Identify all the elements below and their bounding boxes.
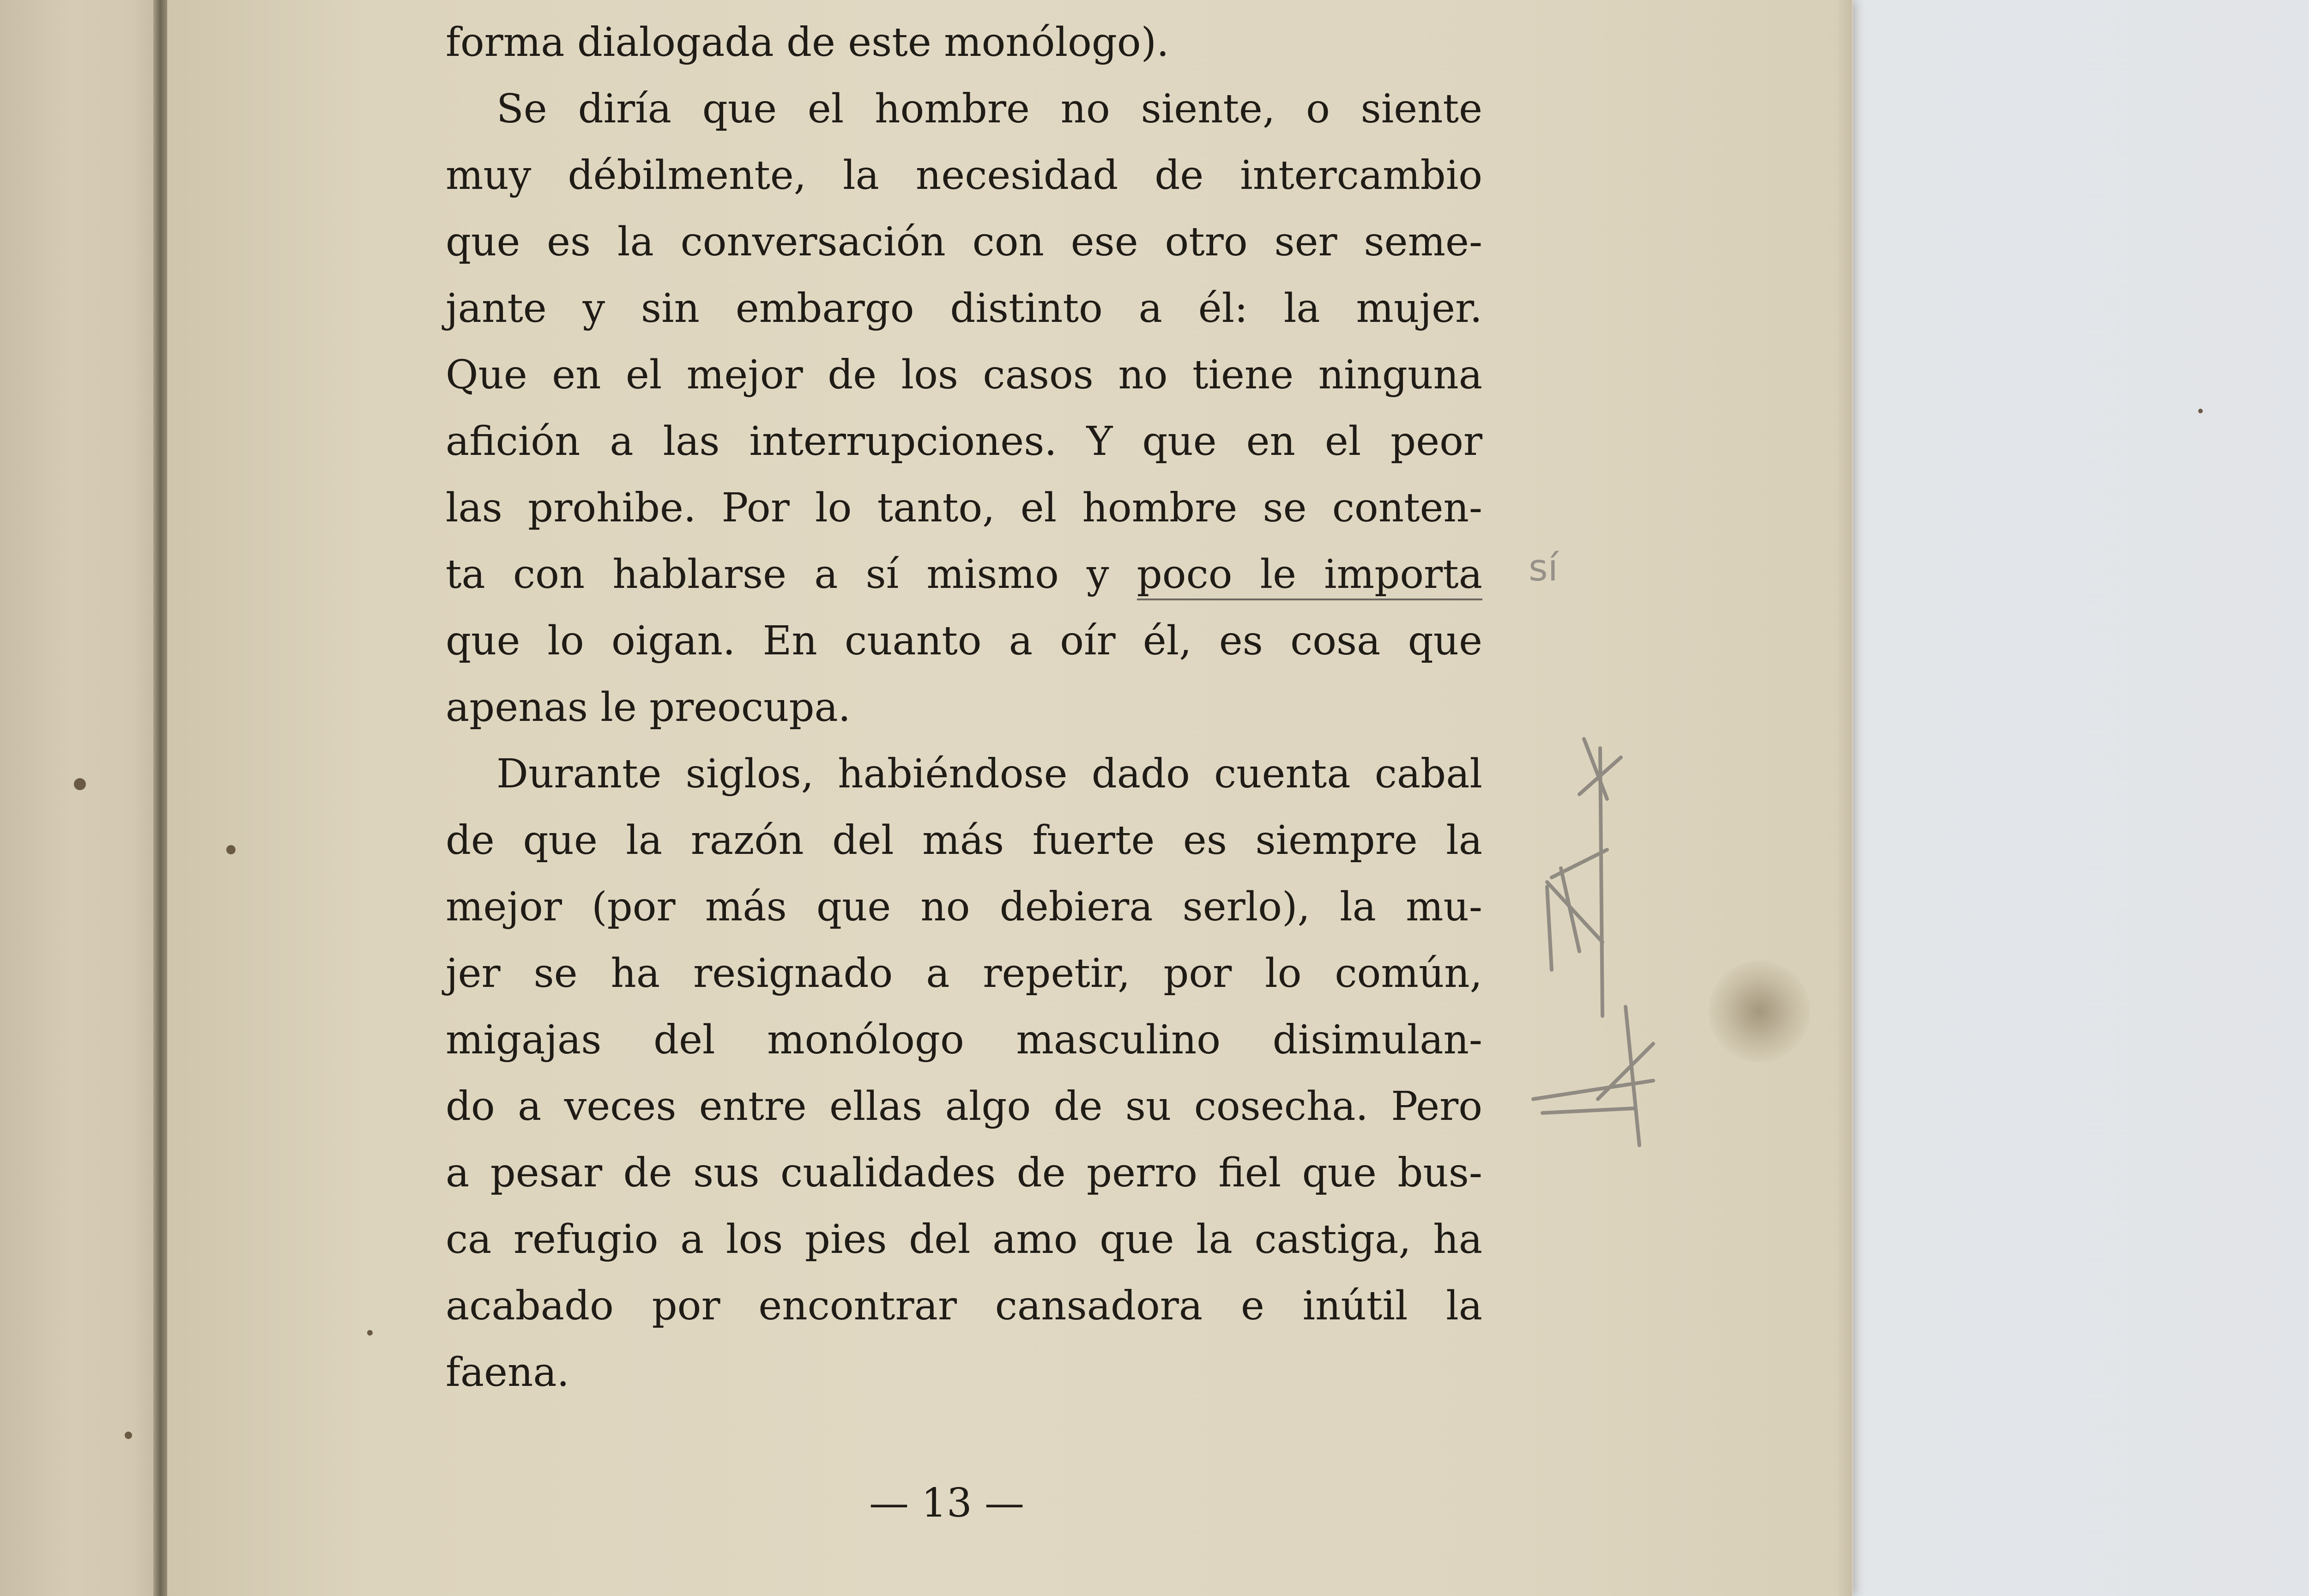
speck	[74, 778, 86, 790]
text-line-content: de que la razón del más fuerte es siempre la	[446, 817, 1482, 864]
text-line-content: acabado por encontrar cansadora e inútil la	[446, 1283, 1482, 1329]
text-line	[446, 874, 1482, 940]
text-line	[446, 142, 1482, 209]
left-page	[0, 0, 175, 1596]
text-line-content: que lo oigan. En cuanto a oír él, es cosa que	[446, 618, 1482, 664]
text-line-content: ca refugio a los pies del amo que la castiga, ha	[446, 1216, 1482, 1263]
pencil-stroke	[1598, 1044, 1653, 1099]
text-line	[446, 807, 1482, 874]
text-line-content: las prohibe. Por lo tanto, el hombre se conten-	[446, 485, 1482, 531]
text-line-content: migajas del monólogo masculino disimulan-	[446, 1017, 1482, 1063]
text-line	[446, 1206, 1482, 1273]
speck	[2198, 409, 2203, 413]
text-line	[446, 209, 1482, 275]
text-line	[446, 9, 1482, 76]
text-line-content: Durante siglos, habiéndose dado cuenta cabal	[496, 751, 1482, 797]
text-line-content: forma dialogada de este monólogo).	[446, 19, 1169, 66]
text-line-content: jer se ha resignado a repetir, por lo común,	[446, 950, 1482, 997]
speck	[226, 845, 236, 854]
pencil-stroke	[1600, 748, 1602, 1016]
text-line-content: ta con hablarse a sí mismo y	[446, 551, 1137, 598]
pencil-stroke	[1547, 887, 1552, 970]
text-line-content: afición a las interrupciones. Y que en el peor	[446, 418, 1482, 465]
text-line-content: Que en el mejor de los casos no tiene ninguna	[446, 352, 1482, 398]
book-text	[446, 9, 1482, 1406]
book-spine	[153, 0, 167, 1596]
speck	[367, 1330, 373, 1336]
text-line	[446, 1007, 1482, 1073]
text-line	[446, 475, 1482, 541]
text-line-content: do a veces entre ellas algo de su cosecha. Pero	[446, 1083, 1482, 1130]
text-line	[446, 342, 1482, 408]
text-line	[446, 1339, 1482, 1406]
text-line	[446, 741, 1482, 807]
text-line	[446, 1073, 1482, 1140]
text-line	[446, 940, 1482, 1007]
pencil-stroke	[1542, 1108, 1635, 1113]
text-line	[446, 1140, 1482, 1206]
text-line-content: jante y sin embargo distinto a él: la mujer.	[446, 285, 1482, 332]
pencil-stroke	[1626, 1007, 1639, 1145]
text-line-content: a pesar de sus cualidades de perro fiel que bus-	[446, 1150, 1482, 1196]
pencil-stroke	[1584, 739, 1607, 799]
margin-note: sí	[1529, 546, 1558, 589]
text-line	[446, 408, 1482, 475]
text-line	[446, 76, 1482, 142]
speck	[125, 1432, 132, 1439]
text-line-content: mejor (por más que no debiera serlo), la mu-	[446, 884, 1482, 930]
text-line-content: muy débilmente, la necesidad de intercambio	[446, 152, 1482, 199]
text-line-content: faena.	[446, 1349, 569, 1396]
text-line	[446, 608, 1482, 674]
page-number: — 13 —	[869, 1480, 1025, 1526]
page-edge	[1838, 0, 1852, 1596]
text-line	[446, 674, 1482, 741]
pencil-cross-marks	[1515, 730, 1681, 1164]
text-line-content: apenas le preocupa.	[446, 684, 851, 731]
text-line	[446, 1273, 1482, 1339]
text-line-content: que es la conversación con ese otro ser seme-	[446, 219, 1482, 265]
text-line	[446, 275, 1482, 342]
pencil-stroke	[1561, 868, 1579, 951]
text-line	[446, 541, 1482, 608]
underlined-phrase: poco le importa	[1137, 551, 1482, 600]
text-line-content: Se diría que el hombre no siente, o siente	[496, 86, 1482, 132]
paper-stain	[1709, 961, 1810, 1062]
pencil-stroke	[1552, 850, 1607, 877]
